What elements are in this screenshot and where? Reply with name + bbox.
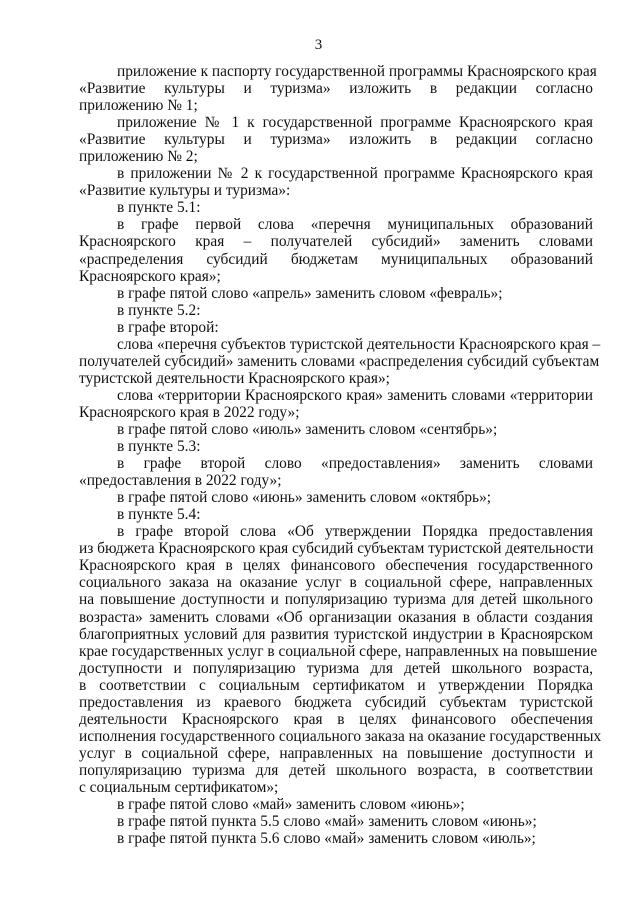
- text-line: в приложении № 2 к государственной программе Красноярского края: [117, 165, 593, 183]
- text-line: в графе первой слова «перечня муниципальных образований: [117, 216, 593, 234]
- text-line: крае государственных услуг в социальной сфере, направленных на повышение: [79, 642, 598, 660]
- text-line: в графе пятой пункта 5.6 слово «май» заменить словом «июль»;: [117, 830, 536, 848]
- text-line: благоприятных условий для развития туристской индустрии в Красноярском: [79, 625, 593, 643]
- text-line: Красноярского края в целях финансового обеспечения государственного: [79, 557, 593, 575]
- document-body: [79, 63, 602, 848]
- text-line: доступности и популяризацию туризма для детей школьного возраста,: [79, 659, 593, 677]
- text-line: слова «территории Красноярского края» заменить словами «территории: [117, 386, 593, 404]
- text-line: «распределения субсидий бюджетам муниципальных образований: [79, 250, 593, 268]
- text-line: «Развитие культуры и туризма»:: [79, 182, 291, 200]
- text-line: с социальным сертификатом»;: [79, 778, 279, 796]
- text-line: в пункте 5.2:: [117, 301, 201, 319]
- text-line: приложение № 1 к государственной программе Красноярского края: [117, 114, 593, 132]
- text-line: в графе пятой слово «май» заменить словом «июнь»;: [117, 796, 465, 814]
- text-line: «предоставления в 2022 году»;: [79, 472, 282, 490]
- text-line: в пункте 5.3:: [117, 438, 201, 456]
- text-line: Красноярского края в 2022 году»;: [79, 403, 300, 421]
- text-line: Красноярского края – получателей субсидий» заменить словами: [79, 233, 593, 251]
- text-line: получателей субсидий» заменить словами «распределения субсидий субъектам: [79, 352, 600, 370]
- text-line: туристской деятельности Красноярского края»;: [79, 369, 390, 387]
- text-line: «Развитие культуры и туризма» изложить в редакции согласно: [79, 131, 593, 149]
- text-line: в графе второй слово «предоставления» заменить словами: [117, 455, 593, 473]
- text-line: в графе пятой слово «июнь» заменить словом «октябрь»;: [117, 489, 492, 507]
- text-line: приложение к паспорту государственной программы Красноярского края: [117, 63, 597, 80]
- text-line: приложению № 1;: [79, 97, 198, 115]
- text-line: популяризацию туризма для детей школьного возраста, в соответствии: [79, 761, 593, 779]
- text-line: социального заказа на оказание услуг в социальной сфере, направленных: [79, 574, 593, 592]
- text-line: в пункте 5.4:: [117, 506, 201, 524]
- text-line: «Развитие культуры и туризма» изложить в редакции согласно: [79, 80, 593, 98]
- text-line: услуг в социальной сфере, направленных на повышение доступности и: [79, 744, 593, 762]
- text-line: в графе пятой пункта 5.5 слово «май» заменить словом «июнь»;: [117, 813, 537, 831]
- text-line: Красноярского края»;: [79, 267, 221, 285]
- text-line: слова «перечня субъектов туристской деятельности Красноярского края –: [117, 335, 601, 353]
- text-line: из бюджета Красноярского края субсидий субъектам туристской деятельности: [79, 540, 594, 558]
- text-line: предоставления из краевого бюджета субсидий субъектам туристской: [79, 693, 593, 711]
- text-line: в графе второй:: [117, 318, 219, 336]
- text-line: в соответствии с социальным сертификатом и утверждении Порядка: [79, 676, 593, 694]
- text-line: приложению № 2;: [79, 148, 198, 166]
- text-line: на повышение доступности и популяризацию туризма для детей школьного: [79, 591, 593, 609]
- text-line: возраста» заменить словами «Об организации оказания в области создания: [79, 608, 593, 626]
- page-number: 3: [314, 37, 323, 53]
- text-line: исполнения государственного социального заказа на оказание государственных: [79, 727, 602, 745]
- text-line: в графе второй слова «Об утверждении Порядка предоставления: [117, 523, 593, 541]
- text-line: в пункте 5.1:: [117, 199, 201, 217]
- text-line: в графе пятой слово «июль» заменить словом «сентябрь»;: [117, 420, 498, 438]
- text-line: в графе пятой слово «апрель» заменить словом «февраль»;: [117, 284, 503, 302]
- text-line: деятельности Красноярского края в целях финансового обеспечения: [79, 710, 593, 728]
